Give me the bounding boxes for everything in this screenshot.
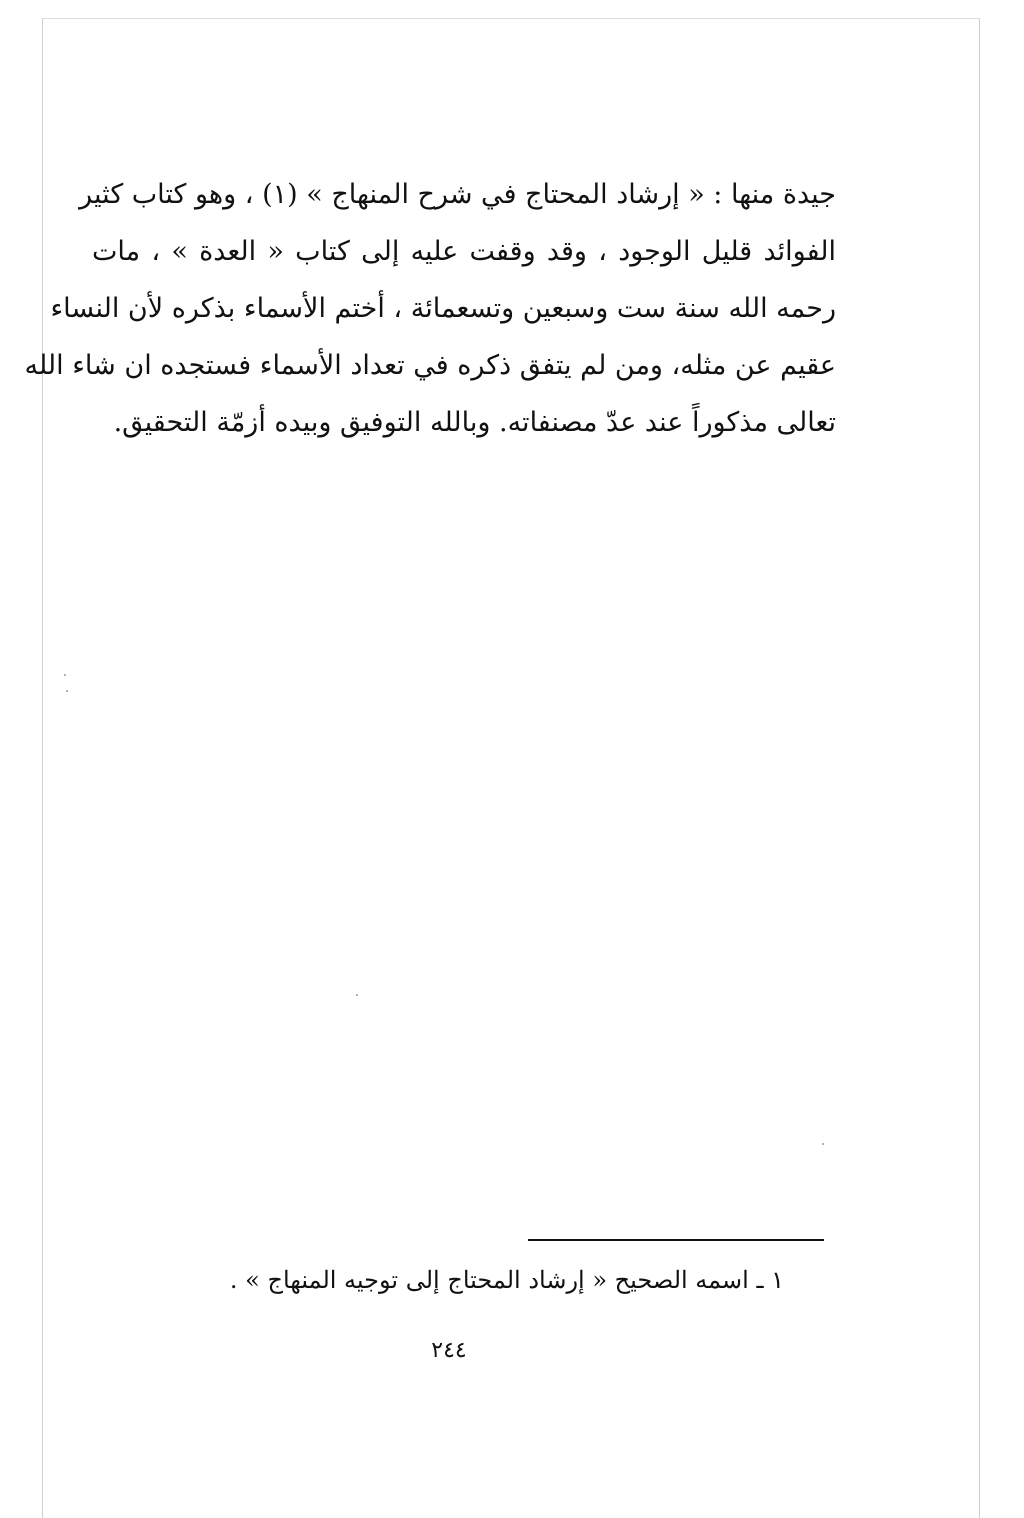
main-paragraph — [24, 166, 836, 451]
text-line: جيدة منها : « إرشاد المحتاج في شرح المنهاج » (١) ، وهو كتاب كثير — [79, 179, 836, 210]
page-number: ٢٤٤ — [431, 1338, 467, 1363]
text-line: عقيم عن مثله، ومن لم يتفق ذكره في تعداد الأسماء فستجده ان شاء الله — [24, 350, 836, 381]
scan-speck — [66, 690, 68, 692]
text-line: رحمه الله سنة ست وسبعين وتسعمائة ، أختم الأسماء بذكره لأن النساء — [50, 293, 836, 324]
scan-speck — [822, 1143, 824, 1145]
footnote-divider — [528, 1239, 824, 1241]
footnote: ١ ـ اسمه الصحيح « إرشاد المحتاج إلى توجيه المنهاج » . — [229, 1266, 784, 1294]
scan-speck — [64, 674, 66, 676]
text-line: تعالى مذكوراً عند عدّ مصنفاته. وبالله التوفيق وبيده أزمّة التحقيق. — [113, 407, 836, 438]
scan-speck — [356, 994, 358, 996]
text-line: الفوائد قليل الوجود ، وقد وقفت عليه إلى كتاب « العدة » ، مات — [92, 236, 836, 267]
